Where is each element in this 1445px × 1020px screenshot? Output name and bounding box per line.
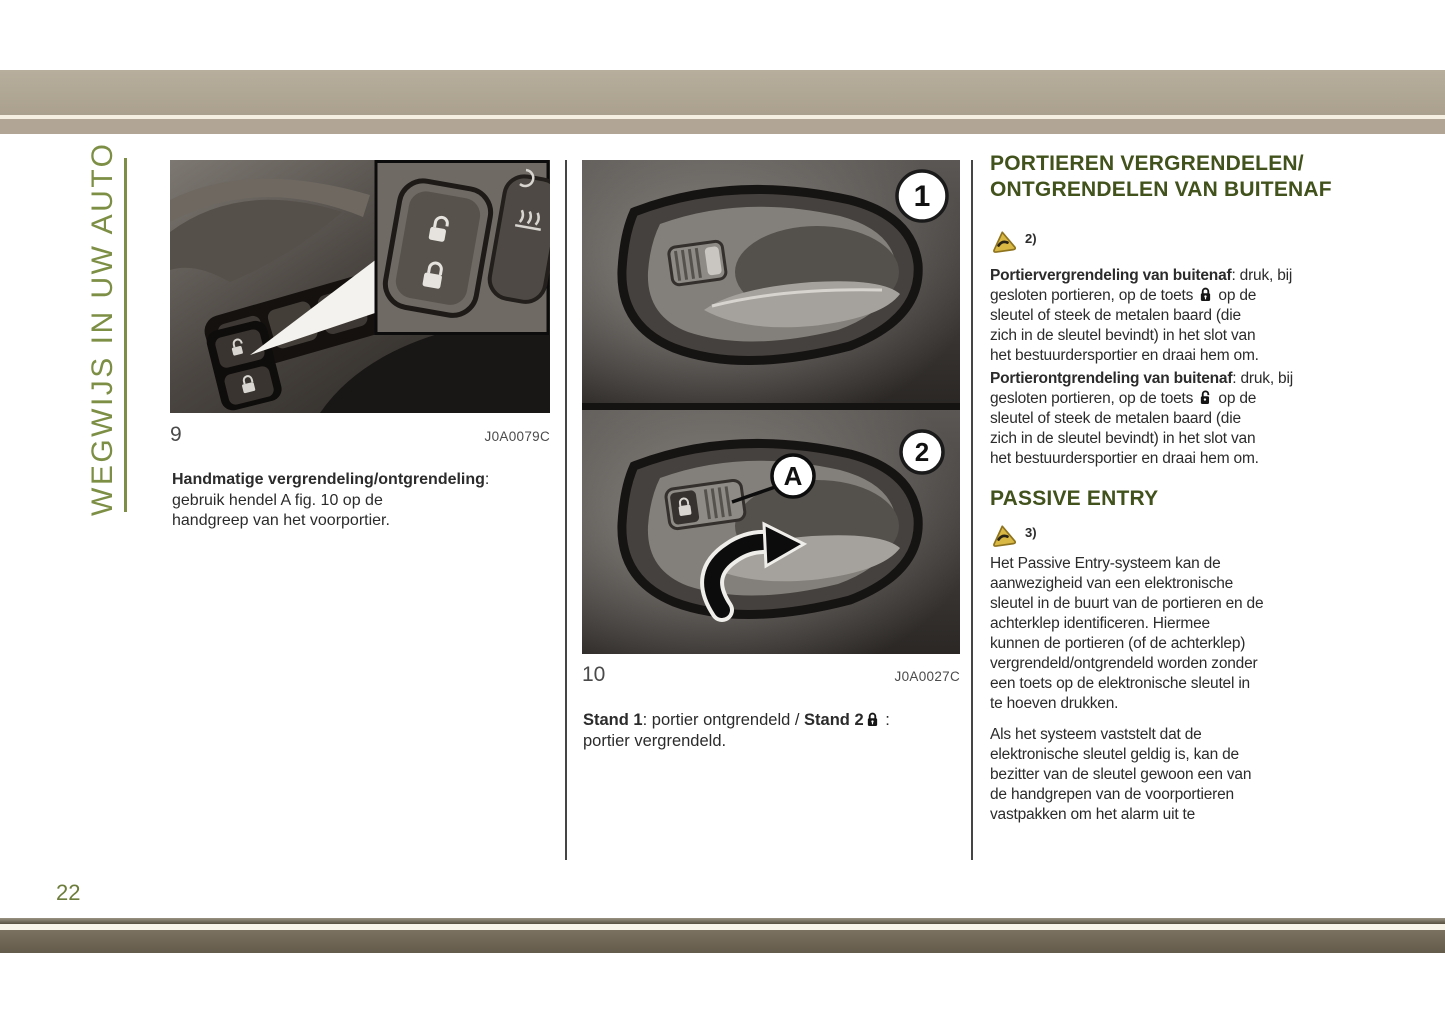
text-line [990, 326, 1390, 346]
text-segment: : druk, bij [1232, 370, 1293, 387]
text-segment: achterklep identificeren. Hiermee [990, 615, 1210, 632]
text-segment: kunnen de portieren (of de achterklep) [990, 635, 1246, 652]
svg-text:2: 2 [914, 437, 930, 467]
figure-10-caption [582, 663, 960, 687]
lock-closed-icon [866, 712, 879, 727]
text-segment: bezitter van de sleutel gewoon een van [990, 766, 1252, 783]
text-segment: gesloten portieren, op de toets [990, 390, 1198, 407]
text-line [990, 745, 1390, 765]
text-segment-bold: Portiervergrendeling van buitenaf [990, 267, 1232, 284]
figure-code: J0A0079C [484, 429, 550, 444]
stand-paragraph [583, 710, 971, 752]
text-segment-bold: Portierontgrendeling van buitenaf [990, 370, 1233, 387]
heading-line: PORTIEREN VERGRENDELEN/ [990, 152, 1304, 175]
text-segment: Het Passive Entry-systeem kan de [990, 555, 1221, 572]
text-segment: gesloten portieren, op de toets [990, 287, 1198, 304]
text-line [990, 389, 1390, 409]
text-line [990, 674, 1390, 694]
text-line [990, 654, 1390, 674]
heading-line: ONTGRENDELEN VAN BUITENAF [990, 178, 1332, 201]
text-segment-bold: Stand 2 [804, 711, 864, 729]
passive-entry-paragraph-1 [990, 554, 1390, 714]
lock-thumbwheel-1 [668, 240, 727, 285]
text-segment-bold: Stand 1 [583, 711, 643, 729]
page-number: 22 [56, 880, 81, 905]
text-line [172, 491, 564, 512]
figure-9-photo [170, 160, 550, 413]
door-handle-photo [582, 160, 960, 654]
handle-panel-2 [582, 410, 960, 654]
bottom-band-thick [0, 930, 1445, 953]
text-line [990, 805, 1390, 825]
chapter-rule [124, 158, 127, 512]
text-segment: sleutel of steek de metalen baard (die [990, 410, 1241, 427]
text-segment: vastpakken om het alarm uit te [990, 806, 1196, 823]
text-segment: vergrendeld/ontgrendeld worden zonder [990, 655, 1258, 672]
text-line [172, 470, 564, 491]
warning-icon [990, 524, 1016, 548]
text-segment: Als het systeem vaststelt dat de [990, 726, 1202, 743]
svg-text:1: 1 [913, 180, 931, 213]
note-reference: 3) [1025, 524, 1037, 540]
photo-separator [582, 403, 960, 410]
warning-icon [990, 230, 1016, 254]
lock-thumbwheel-2 [665, 479, 746, 529]
text-segment: : [880, 711, 890, 729]
text-segment: handgreep van het voorportier. [172, 512, 390, 529]
note-3 [990, 524, 1037, 548]
text-segment: te hoeven drukken. [990, 695, 1119, 712]
text-line [583, 731, 971, 752]
text-line [990, 369, 1390, 389]
figure-10-photo [582, 160, 960, 654]
manual-lock-paragraph [172, 470, 564, 532]
text-line [990, 594, 1390, 614]
text-segment: sleutel in de buurt van de portieren en de [990, 595, 1264, 612]
text-segment: zich in de sleutel bevindt) in het slot van [990, 430, 1256, 447]
column-divider-2 [971, 160, 973, 860]
text-segment: : [484, 471, 490, 488]
marker-1-badge [897, 171, 947, 221]
passive-entry-paragraph-2 [990, 725, 1390, 825]
figure-code: J0A0027C [894, 669, 960, 684]
text-line [990, 286, 1390, 306]
handle-panel-1 [582, 160, 960, 403]
text-segment: de handgrepen van de voorportieren [990, 786, 1234, 803]
text-segment: sleutel of steek de metalen baard (die [990, 307, 1241, 324]
top-band-thin [0, 119, 1445, 134]
figure-number: 10 [582, 663, 606, 686]
text-segment: portier vergrendeld. [583, 732, 727, 750]
section-heading-lock-unlock [990, 151, 1332, 203]
text-segment: een toets op de elektronische sleutel in [990, 675, 1250, 692]
text-line [990, 574, 1390, 594]
text-line [990, 614, 1390, 634]
text-line [990, 346, 1390, 366]
figure-number: 9 [170, 423, 182, 446]
text-line [990, 409, 1390, 429]
text-line [990, 694, 1390, 714]
text-segment: : druk, bij [1231, 267, 1293, 284]
text-line [583, 710, 971, 731]
text-segment-bold: Handmatige vergrendeling/ontgrendeling [172, 471, 485, 488]
text-line [990, 449, 1390, 469]
text-line [990, 429, 1390, 449]
chapter-label: WEGWIJS IN UW AUTO [86, 141, 119, 516]
text-segment: het bestuurdersportier en draai hem om. [990, 347, 1259, 364]
text-line [172, 511, 564, 532]
note-reference: 2) [1025, 230, 1037, 246]
text-segment: elektronische sleutel geldig is, kan de [990, 746, 1239, 763]
text-segment: aanwezigheid van een elektronische [990, 575, 1234, 592]
text-segment: zich in de sleutel bevindt) in het slot van [990, 327, 1256, 344]
text-line [990, 554, 1390, 574]
top-band-thick [0, 70, 1445, 115]
text-segment: op de [1214, 390, 1257, 407]
unlock-from-outside-paragraph [990, 369, 1390, 469]
door-switch-photo [170, 160, 550, 413]
lock-open-icon [1199, 390, 1212, 405]
text-line [990, 634, 1390, 654]
text-line [990, 765, 1390, 785]
text-segment: : portier ontgrendeld / [642, 711, 805, 729]
column-divider-1 [565, 160, 567, 860]
inset-panel [376, 160, 550, 334]
figure-9-caption [170, 423, 550, 447]
text-line [990, 306, 1390, 326]
lock-from-outside-paragraph [990, 266, 1390, 366]
note-2 [990, 230, 1037, 254]
text-line [990, 785, 1390, 805]
text-segment: op de [1214, 287, 1257, 304]
text-segment: gebruik hendel A fig. 10 op de [172, 491, 383, 509]
text-line [990, 266, 1390, 286]
marker-2-badge [901, 431, 943, 473]
svg-text:A: A [783, 461, 803, 491]
lock-closed-icon [1199, 287, 1212, 302]
section-heading-passive-entry: PASSIVE ENTRY [990, 487, 1159, 510]
text-segment: het bestuurdersportier en draai hem om. [990, 450, 1259, 467]
text-line [990, 725, 1390, 745]
